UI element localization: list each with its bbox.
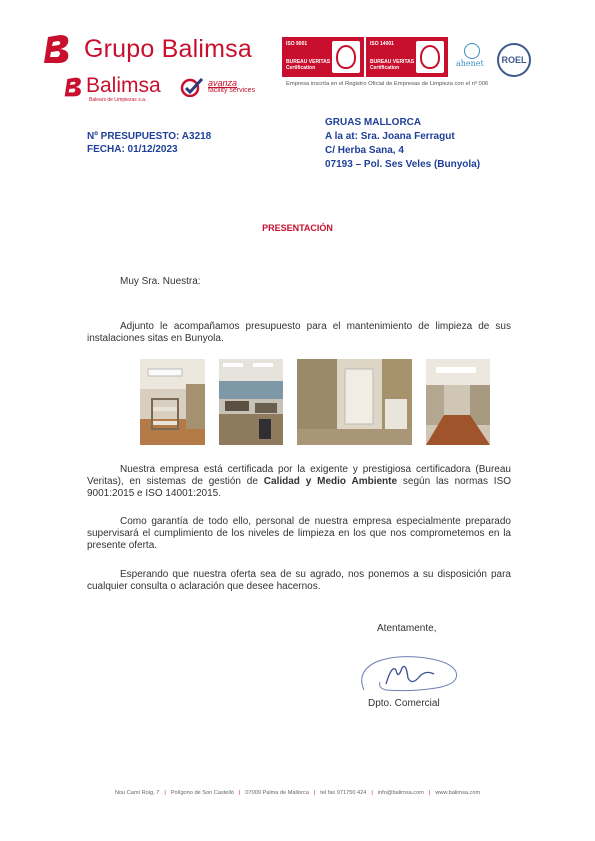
photo-corridor (426, 359, 490, 445)
salutation: Muy Sra. Nuestra: (120, 276, 201, 287)
footer-city: 07009 Palma de Mallorca (245, 790, 309, 796)
partner-name: avanza (208, 78, 238, 88)
document-title: PRESENTACIÓN (262, 223, 333, 233)
balimsa-b-logo-icon (40, 33, 76, 65)
cert2-iso: ISO 14001 (370, 41, 394, 47)
recipient-street: C/ Herba Sana, 4 (325, 145, 404, 156)
roel-logo (497, 43, 531, 77)
department-signature: Dpto. Comercial (368, 698, 440, 709)
photo-office (219, 359, 283, 445)
handwritten-signature (356, 652, 471, 701)
footer-area: Polígono de Son Castelló (170, 790, 234, 796)
brand-tagline: Balears de Limpiezas s.a. (89, 97, 147, 103)
photo-restroom (297, 359, 412, 445)
footer-contact: Nou Camí Roig, 7 | Polígono de Son Castelló | 07009 Palma de Mallorca | tel fax 971750 424 | info@balimsa.com | www.balimsa.com (114, 790, 481, 796)
group-name: Grupo Balimsa (84, 34, 252, 63)
registry-note: Empresa inscrita en el Registro Oficial de Empresas de Limpieza con el nº 006 (286, 81, 489, 87)
recipient-city: 07193 – Pol. Ses Veles (Bunyola) (325, 159, 481, 170)
budget-number: Nº PRESUPUESTO: A3218 (87, 131, 212, 142)
footer-address: Nou Camí Roig, 7 (114, 790, 160, 796)
paragraph-certification: Nuestra empresa está certificada por la exigente y prestigiosa certificadora (Bureau Veritas), en sistemas de gestión de Calidad y Medio Ambiente según las normas ISO 9001:2015 e ISO 14001:2015. (87, 464, 512, 499)
partner-tagline: facility services (208, 87, 256, 94)
footer-email[interactable]: info@balimsa.com (377, 790, 424, 796)
recipient-company: GRUAS MALLORCA (325, 117, 422, 128)
budget-date: FECHA: 01/12/2023 (87, 144, 178, 155)
bureau-veritas-seal-icon (332, 41, 360, 73)
avanza-check-icon (180, 77, 204, 97)
budget-meta (87, 130, 211, 156)
ahenet-ring-icon (464, 43, 480, 59)
closing-text: Atentamente, (377, 623, 437, 634)
brand-name: Balimsa (86, 74, 161, 97)
cert1-iso: ISO 9001 (286, 41, 308, 47)
photo-bunk-room (140, 359, 205, 445)
group-logo (40, 33, 252, 65)
recipient-attn: A la at: Sra. Joana Ferragut (325, 131, 455, 142)
cert1-issuer: BUREAU VERITAS Certification (286, 59, 331, 71)
recipient-address (325, 116, 480, 172)
partner-logo (180, 77, 255, 97)
ahenet-name: ahenet (456, 59, 484, 68)
footer-phone: tel fax 971750 424 (320, 790, 367, 796)
quality-environment-emphasis: Calidad y Medio Ambiente (263, 476, 398, 487)
brand-logo (62, 74, 161, 103)
balimsa-b-small-icon (62, 76, 86, 98)
bureau-veritas-seal-icon (416, 41, 444, 73)
iso14001-certificate-badge (366, 37, 448, 77)
roel-name: ROEL (501, 55, 527, 65)
paragraph-intro: Adjunto le acompañamos presupuesto para el mantenimiento de limpieza de sus instalaciones sitas en Bunyola. (87, 321, 511, 344)
paragraph-closing: Esperando que nuestra oferta sea de su agrado, nos ponemos a su disposición para cualquier consulta o aclaración que desee hacernos. (87, 569, 511, 592)
paragraph-guarantee: Como garantía de todo ello, personal de nuestra empresa especialmente preparado supervisará el cumplimiento de los niveles de limpieza en los que nos comprometemos en la presente oferta. (87, 516, 511, 551)
cert2-issuer: BUREAU VERITAS Certification (370, 59, 415, 71)
iso9001-certificate-badge (282, 37, 364, 77)
ahenet-logo (456, 43, 488, 68)
footer-web[interactable]: www.balimsa.com (435, 790, 481, 796)
